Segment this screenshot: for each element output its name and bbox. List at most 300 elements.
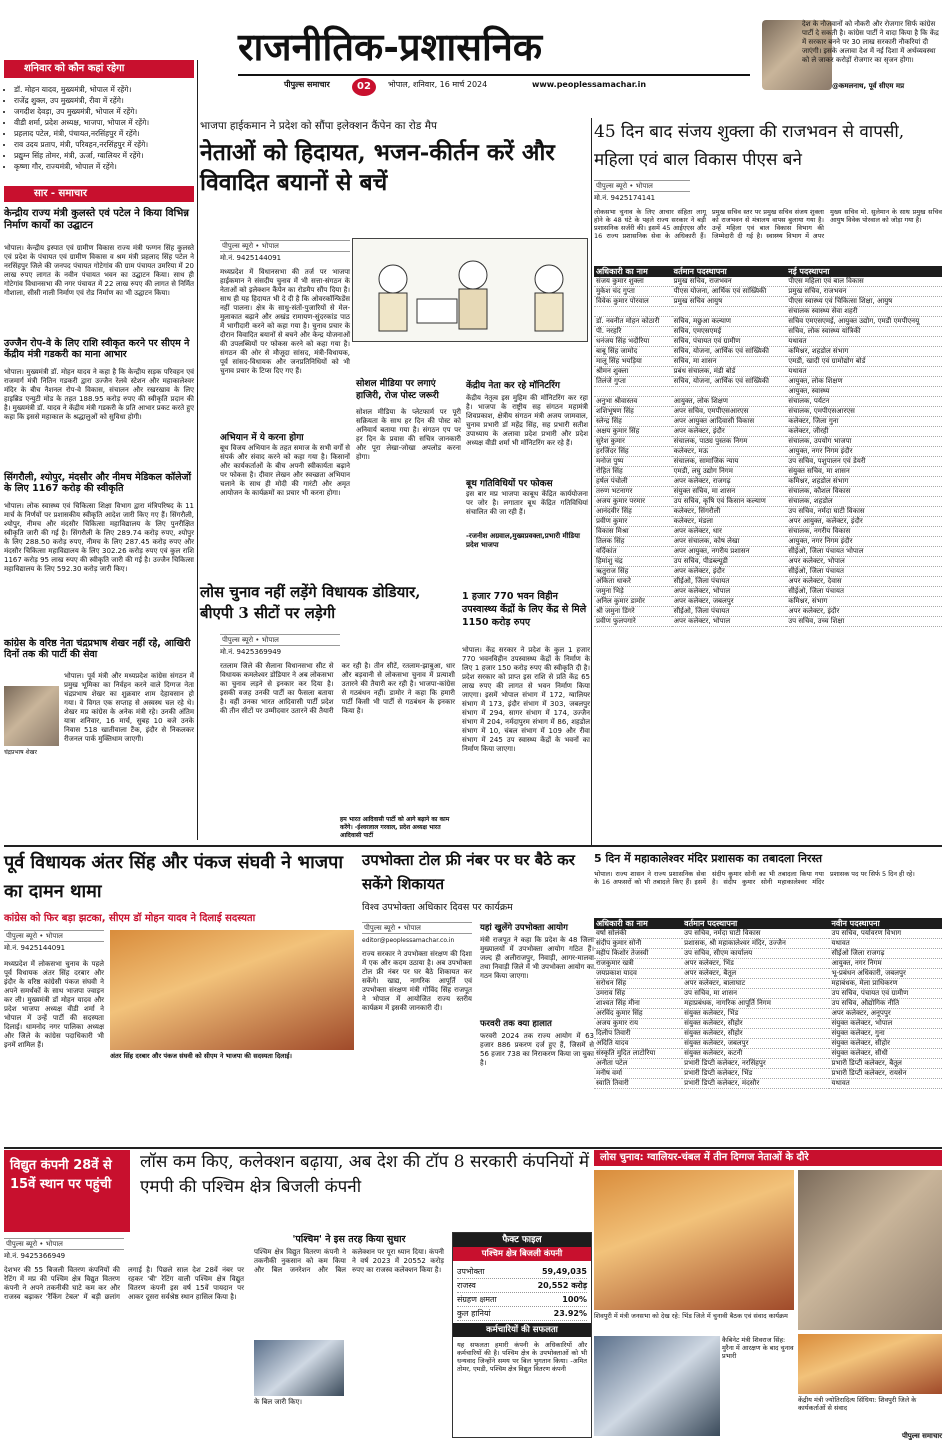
table-cell: संयुक्त कलेक्टर, भोपाल [829, 1019, 942, 1029]
table-cell: ऋतुराज सिंह [594, 567, 672, 577]
table-cell: भू-प्रबंधन अधिकारी, जबलपुर [829, 969, 942, 979]
table-row [594, 397, 942, 407]
table-cell: यथावत [786, 367, 942, 377]
power-sub-body: पश्चिम क्षेत्र विद्युत वितरण कंपनी ने तकनीकी नुकसान को कम किया और बिल जनरेशन और बिल कलेक्शन पर पूरा ध्यान दिया। कंपनी ने वर्ष 2023 में 20552 करोड़ रुपए का राजस्व कलेक्शन किया है। [254, 1248, 444, 1274]
table-cell: संयुक्त कलेक्टर, भिंड [682, 1009, 829, 1019]
table-cell: सीईओ, जिला पंचायत [786, 587, 942, 597]
fact-note: यह सफलता हमारी कंपनी के अधिकारियों और कर्मचारियों की है। पश्चिम क्षेत्र के उपभोक्ताओं को भी धन्यवाद जिन्होंने समय पर बिल भुगतान किया। -अमित तोमर, एमडी, पश्चिम क्षेत्र विद्युत वितरण कंपनी [457, 1341, 587, 1373]
lead-sub4: बूथ गतिविधियों पर फोकस [466, 479, 553, 489]
table-cell: अपर कलेक्टर, भोपाल [672, 587, 787, 597]
brief-body: भोपाल। लोक स्वास्थ्य एवं चिकित्सा शिक्षा विभाग द्वारा मंत्रिपरिषद के 11 मार्च के निर्णयों पर प्रशासकीय स्वीकृति आदेश जारी किए गए हैं। सिंगरौली, श्योपुर, नीमच और मंदसौर चिकित्सा महाविद्यालय के लिए पुनरीक्षित स्वीकृति जारी की गई है। सिंगरौली के लिए 289.74 करोड़ रुपए, श्योपुर के लिए 288.50 करोड़ रुपए, नीमच के लिए 287.45 करोड़ रुपए और मंदसौर चिकित्सा महाविद्यालय के लिए 302.26 करोड़ रुपए एवं कुल राशि 1167 करोड़ 95 लाख रुपए की स्वीकृति जारी की गई है। उज्जैन चिकित्सा महाविद्यालय के लिए 592.30 करोड़ जारी किए। [4, 502, 194, 573]
table-row [594, 317, 942, 327]
table-cell: आयुक्त, नगर निगम इंदौर [786, 537, 942, 547]
table-cell: महाबंधक, मेला प्राधिकरण [829, 979, 942, 989]
table-cell: अपर कलेक्टर, भोपाल [786, 557, 942, 567]
table-cell: अपर कलेक्टर, धार [672, 527, 787, 537]
brief-headline: कांग्रेस के वरिष्ठ नेता चंद्रप्रभाष शेखर नहीं रहे, आखिरी दिनों तक की पार्टी की सेवा [4, 638, 191, 660]
table-cell: सचिव, पंचायत एवं ग्रामीण [672, 337, 787, 347]
table-cell: धनंजय सिंह भदौरिया [594, 337, 672, 347]
page-footer: पीपुल्स समाचार [901, 1432, 942, 1440]
table-row [594, 387, 942, 397]
table-cell: उप सचिव, पीडब्ल्यूडी [672, 557, 787, 567]
table-cell: अपर कलेक्टर, बालाघाट [682, 979, 829, 989]
table-cell: राजकुमार खत्री [594, 959, 682, 969]
table-cell: जयप्रकाश यादव [594, 969, 682, 979]
anter-byline: पीपुल्स ब्यूरो • भोपाल [4, 930, 104, 942]
table-row [594, 959, 942, 969]
power-story [4, 1150, 592, 1442]
table-cell: संचालक, उपयोग भाजपा [786, 437, 942, 447]
table-cell: हर्षल पंचोली [594, 477, 672, 487]
table-row [594, 1029, 942, 1039]
toll-body: राज्य सरकार ने उपभोक्ता संरक्षण की दिशा में एक और कदम उठाया है। अब उपभोक्ता टोल फ्री नंबर पर घर बैठे शिकायत कर सकेंगे। खाद्य, नागरिक आपूर्ति एवं उपभोक्ता संरक्षण मंत्री गोविंद सिंह राजपूत ने भोपाल में आयोजित राज्य स्तरीय कार्यक्रम में इसकी जानकारी दी। [362, 950, 472, 1012]
lead-sub1-body: बूथ विजय अभियान के तहत समाज के सभी वर्गों से संपर्क और संवाद करने को कहा गया है। किसानों और कार्यकर्ताओं के बीच अपनी स्वीकार्यता बढ़ाने पर फोकस है। दीवार लेखन और स्वच्छता अभियान चलाने के साथ ही मोदी की गारंटी और अमृत आयोजन के कार्यक्रमों का प्रचार भी करना होगा। [220, 444, 350, 497]
table-cell: एमडी, लघु उद्योग निगम [672, 467, 787, 477]
table-cell: सचिव, योजना, आर्थिक एवं सांख्यिकी [672, 347, 787, 357]
lead-kicker: भाजपा हाईकमान ने प्रदेश को सौंपा इलेक्शन कैंपेन का रोड मैप [200, 120, 437, 132]
table-row [594, 969, 942, 979]
obituary-caption: चंद्रप्रभाष शेखर [4, 749, 37, 756]
sanjay-byline: पीपुल्स ब्यूरो • भोपाल [594, 180, 690, 192]
gwalior-caption-3: केंद्रीय मंत्री ज्योतिरादित्य सिंधिया: शिवपुरी जिले के कार्यकर्ताओं से संवाद [798, 1396, 917, 1412]
table-cell: प्रभारी डिप्टी कलेक्टर, नरसिंहपुर [682, 1059, 829, 1069]
table-cell: एमडी, खादी एवं ग्रामोद्योग बोर्ड [786, 357, 942, 367]
schedule-item: • जगदीश देवड़ा, उप मुख्यमंत्री, भोपाल में रहेंगे। [14, 106, 194, 117]
table-cell: सीईओ, जिला पंचायत [786, 567, 942, 577]
table-cell: मुकेश चंद गुप्ता [594, 287, 672, 297]
table-cell: अंकिता धाकरे [594, 577, 672, 587]
left-sidebar [4, 60, 194, 840]
table-row [594, 989, 942, 999]
dodiyar-body: रतलाम जिले की सैलाना विधानसभा सीट से विधायक कमलेश्वर डोडियार ने अब लोकसभा का चुनाव लड़ने से इनकार कर दिया है। इसकी वजह उनकी पार्टी का फैसला बताया है। वहीं उनका भारत आदिवासी पार्टी प्रदेश की तीन सीटों पर उम्मीदवार उतारने की तैयारी कर रही है। तीन सीटें, रतलाम-झाबुआ, धार और बड़वानी से लोकसभा चुनाव में प्रत्याशी उतारने की तैयारी कर रही है। भाजपा-कांग्रेस से गठबंधन नहीं। डामोर ने कहा कि हमारी पार्टी किसी भी पार्टी से गठबंधन के इनकार किया है। [220, 662, 455, 715]
table-cell: शशिभूषण सिंह [594, 407, 672, 417]
power-tower-photo [254, 1340, 344, 1396]
table-cell: उप सचिव, औद्योगिक नीति [829, 999, 942, 1009]
lead-story [200, 118, 588, 568]
masthead-rule [238, 74, 750, 76]
fact-value: 23.92% [553, 1309, 587, 1318]
table-cell: अनिल कुमार डामोर [594, 597, 672, 607]
table-row [594, 567, 942, 577]
table-cell: संजय कुमार शुक्ला [594, 277, 672, 287]
cartoon-illustration [353, 239, 589, 343]
table-cell: संचालक, शहडोल [786, 497, 942, 507]
table-row [594, 1069, 942, 1079]
health-center-body: भोपाल। केंद्र सरकार ने प्रदेश के कुल 1 हजार 770 भवनविहीन उपस्वास्थ्य केंद्रों के निर्माण के लिए 1 हजार 150 करोड़ रुपए की स्वीकृति दी है। प्रदेश सरकार को प्राप्त इस राशि से प्रति केंद्र 65 लाख रुपए की लागत से भवन निर्माण किया जाएगा। इसमें भोपाल संभाग में 172, ग्वालियर संभाग में 173, इंदौर संभाग में 303, जबलपुर संभाग में 294, सागर संभाग में 174, उज्जैन संभाग में 204, नर्मदापुरम संभाग में 86, शहडोल संभाग में 10, चंबल संभाग में 109 और रीवा संभाग में 245 उप स्वास्थ्य केंद्रों के भवनों का निर्माण किया जाएगा। [462, 646, 590, 753]
table-cell: अपर कलेक्टर, अनूपपुर [829, 1009, 942, 1019]
table-cell: सरोधन सिंह [594, 979, 682, 989]
table-cell: अरविंद कुमार सिंह [594, 1009, 682, 1019]
anter-phone: मो.नं. 9425144091 [4, 944, 66, 952]
table-cell: जमुना भिड़े [594, 587, 672, 597]
table-cell: विवेक कुमार पोरवाल [594, 297, 672, 307]
table-row [594, 939, 942, 949]
table-cell: संदीप कुमार सोनी [594, 939, 682, 949]
fact-key: कुल हानियां [457, 1309, 491, 1318]
power-body: देशभर की 55 बिजली वितरण कंपनियों की रेटिंग में मप्र की पश्चिम क्षेत्र विद्युत वितरण कंपनी ने अपने तकनीकी घाटे कम कर और राजस्व बढ़ाकर 'रैंकिंग टेबल' में बड़ी छलांग लगाई है। पिछले साल देश 28वें नंबर पर रहकर 'बी' रेटिंग वाली पश्चिम क्षेत्र विद्युत वितरण कंपनी इस वर्ष 15वें पायदान पर आकर दूसरा सर्वश्रेष्ठ स्थान हासिल किया है। [4, 1266, 244, 1301]
table-cell: सीईओ जिला राजगढ़ [829, 949, 942, 959]
toll-sub2: फरवरी तक क्या हालात [480, 1019, 552, 1029]
sanjay-phone: मो.नं. 9425174141 [594, 194, 656, 202]
fact-row [457, 1293, 587, 1307]
mahakal-transfer-table [594, 918, 942, 1089]
table-cell: सचिव, योजना, आर्थिक एवं सांख्यिकी [672, 377, 787, 387]
table-cell: प्रबंध संचालक, मंडी बोर्ड [672, 367, 787, 377]
table-row [594, 447, 942, 457]
table-row [594, 417, 942, 427]
table-cell: उप सचिव, कृषि एवं किसान कल्याण [672, 497, 787, 507]
table-cell: आयुक्त, नगर निगम इंदौर [786, 447, 942, 457]
table-cell: अपर कलेक्टर, बैतूल [682, 969, 829, 979]
fact-title: फैक्ट फाइल [453, 1233, 591, 1247]
table-row [594, 1059, 942, 1069]
table-row [594, 497, 942, 507]
table-row [594, 377, 942, 387]
table-cell: मनीष वर्मा [594, 1069, 682, 1079]
table-cell: विकास मिश्रा [594, 527, 672, 537]
website: www.peoplessamachar.in [532, 80, 647, 89]
table-cell: अनीता पटेल [594, 1059, 682, 1069]
table-cell: यथावत [829, 939, 942, 949]
table-cell: प्रमुख सचिव, राजभवन [786, 287, 942, 297]
table-cell: स्लेन्द्र सिंह [594, 417, 672, 427]
mahakal-story [594, 850, 942, 1144]
schedule-item: • प्रहलाद पटेल, मंत्री, पंचायत,नरसिंहपुर में रहेंगे। [14, 128, 194, 139]
table-cell: संयुक्त सचिव, मा शासन [672, 487, 787, 497]
table-cell: अपर कलेक्टर, इंदौर [672, 567, 787, 577]
table-header-row [594, 266, 942, 277]
section-title: राजनीतिक-प्रशासनिक [238, 24, 543, 69]
table-cell: श्री जमुना डिंगरे [594, 607, 672, 617]
table-row [594, 597, 942, 607]
power-sub: 'पश्चिम' ने इस तरह किया सुधार [292, 1234, 406, 1245]
schedule-item: • राव उदय प्रताप, मंत्री, परिवहन,नरसिंहपुर में रहेंगे। [14, 139, 194, 150]
table-cell: कलेक्टर, मंडला [672, 517, 787, 527]
column-rule [591, 118, 592, 846]
table-row [594, 1049, 942, 1059]
table-row [594, 929, 942, 939]
table-cell: उप सचिव, पंचायत एवं ग्रामीण [829, 989, 942, 999]
table-cell: सचिव, मछुआ कल्याण [672, 317, 787, 327]
anter-photo [110, 930, 354, 1050]
table-cell: आनंदवीर सिंह [594, 507, 672, 517]
fact-row [457, 1265, 587, 1279]
table-cell: अपर संचालक, कोष लेखा [672, 537, 787, 547]
sanjay-intro: लोकसभा चुनाव के लिए आचार संहिता लागू होने के 48 घंटे के पहले राज्य सरकार ने बड़ी प्रशासनिक सर्जरी की। इसमें 45 आईएएस और 16 राज्य प्रशासनिक सेवा के अधिकारी हैं। प्रमुख सचिव स्तर पर प्रमुख सचिव संजय शुक्ला को राजभवन से मंत्रालय वापस बुलाया गया है। उन्हें महिला एवं बाल विकास विभाग की जिम्मेदारी दी गई है। स्वास्थ्य विभाग में अपर मुख्य सचिव मो. सुलेमान के साथ प्रमुख सचिव आयुष विवेक पोरवाल को जोड़ा गया है। [594, 208, 942, 240]
table-cell: संयुक्त सचिव, मा शासन [786, 467, 942, 477]
table-cell: संचालक स्वास्थ्य सेवा शहरी [786, 307, 942, 317]
table-cell: पीएस योजना, आर्थिक एवं सांख्यिकी [672, 287, 787, 297]
table-header: नई पदस्थापना [786, 266, 942, 277]
table-cell: उप सचिव, पशुपालन एवं डेयरी [786, 457, 942, 467]
toll-sub: यहां खुलेंगे उपभोक्ता आयोग [480, 923, 568, 933]
table-cell: सुरेश कुमार [594, 437, 672, 447]
anter-headline: पूर्व विधायक अंतर सिंह और पंकज संघवी ने भाजपा का दामन थामा [4, 852, 343, 902]
table-header: वर्तमान पदस्थापना [682, 918, 829, 929]
anter-story [4, 848, 354, 1150]
fact-value: 20,552 करोड़ [537, 1281, 587, 1290]
dodiyar-headline: लोस चुनाव नहीं लड़ेंगे विधायक डोडियार, बीएपी 3 सीटों पर लड़ेगी [200, 583, 421, 622]
table-row [594, 457, 942, 467]
brief-body: भोपाल। पूर्व मंत्री और मध्यप्रदेश कांग्रेस संगठन में प्रमुख भूमिका का निर्वहन करने वाले दिग्गज नेता चंद्रप्रभाष शेखर का शुक्रवार शाम देहावसान हो गया। वे विगत एक सप्ताह से अस्वस्थ चल रहे थे। शेखर मप्र कांग्रेस के अनेक मंत्री रहे। उनकी अंतिम यात्रा शनिवार, 16 मार्च, सुबह 10 बजे उनके निवास 518 खातीवाला टैंक, इंदौर से निकलकर रीजनल पार्क मुक्तिधाम जाएगी। [64, 672, 194, 743]
table-row [594, 407, 942, 417]
table-cell: अपर कलेक्टर, इंदौर [672, 427, 787, 437]
table-cell: संस्कृति मुदित लाटोरिया [594, 1049, 682, 1059]
table-cell: हिमांशु चंद्र [594, 557, 672, 567]
table-cell: डॉ. नवनीत मोहन कोठारी [594, 317, 672, 327]
table-cell: अपर कलेक्टर, भोपाल [672, 617, 787, 627]
table-cell: संयुक्त कलेक्टर, गुना [829, 1029, 942, 1039]
lead-headline: नेताओं को हिदायत, भजन-कीर्तन करें और विवादित बयानों से बचें [200, 139, 555, 196]
dodiyar-story [200, 582, 455, 839]
table-cell [594, 307, 672, 317]
table-cell: कलेक्टर, मऊ [672, 447, 787, 457]
schedule-title: शनिवार को कौन कहां रहेगा [4, 60, 194, 78]
fact-key: संग्रहण क्षमता [457, 1295, 497, 1304]
table-row [594, 427, 942, 437]
table-cell: प्रभारी डिप्टी कलेक्टर, मंदसौर [682, 1079, 829, 1089]
table-header: अधिकारी का नाम [594, 266, 672, 277]
table-cell: संचालक, पाठ्य पुस्तक निगम [672, 437, 787, 447]
table-cell: कलेक्टर, जीरही [786, 427, 942, 437]
table-cell: प्रमुख सचिव, राजभवन [672, 277, 787, 287]
toll-sub-body: मंत्री राजपूत ने कहा कि प्रदेश के 48 जिला मुख्यालयों में उपभोक्ता आयोग गठित हैं। जल्द ही अलीराजपुर, निवाड़ी, आगर-मालवा तथा निवाड़ी जिले में भी उपभोक्ता आयोग का गठन किया जाएगा। [480, 936, 594, 980]
dateline: भोपाल, शनिवार, 16 मार्च 2024 [388, 80, 488, 89]
table-cell: अपर कलेक्टर, देवास [786, 577, 942, 587]
table-row [594, 287, 942, 297]
table-cell: अपर कलेक्टर, जबलपुर [672, 597, 787, 607]
table-cell: कलेक्टर, जिला गुना [786, 417, 942, 427]
fact-value: 100% [562, 1295, 587, 1304]
table-cell: रोहित सिंह [594, 467, 672, 477]
toll-headline: उपभोक्ता टोल फ्री नंबर पर घर बैठे कर सकेंगे शिकायत [362, 851, 575, 893]
table-cell: संयुक्त कलेक्टर, सीहोर [682, 1029, 829, 1039]
table-cell: मनोज पुष्प [594, 457, 672, 467]
table-row [594, 949, 942, 959]
gwalior-caption-1: शिवपुरी में मंत्री जनसभा को देख रहे: भिंड जिले में चुनावी बैठक एवं संवाद कार्यक्रम [594, 1312, 788, 1320]
gwalior-photo-3 [594, 1336, 720, 1436]
column-rule [197, 60, 198, 840]
toll-email: editor@peoplessamachar.co.in [362, 937, 455, 944]
fact-value: 59,49,035 [541, 1267, 587, 1276]
paper-name: पीपुल्स समाचार [284, 80, 330, 89]
quote-text: देश के नौजवानों को नौकरी और रोजगार सिर्फ कांग्रेस पार्टी दे सकती है। कांग्रेस पार्टी ने वादा किया है कि केंद्र में सरकार बनने पर 30 लाख सरकारी नौकरियां दी जाएंगी। इसके अलावा देश में नई दिशा में अर्थव्यवस्था को ले जाकर करोड़ों रोजगार का सृजन होगा। [802, 20, 939, 64]
schedule-item: • डॉ. मोहन यादव, मुख्यमंत्री, भोपाल में रहेंगे। [14, 84, 194, 95]
lead-sub1: अभियान में ये करना होगा [220, 433, 304, 443]
table-cell: अपर आयुक्त, कलेक्टर, इंदौर [786, 517, 942, 527]
fact-key: उपभोक्ता [457, 1267, 485, 1276]
fact-subtitle: पश्चिम क्षेत्र बिजली कंपनी [453, 1247, 591, 1261]
health-center-story [462, 590, 590, 840]
power-photo-caption: के बिल जारी किए। [254, 1398, 303, 1406]
table-cell: बाबू सिंह जामोद [594, 347, 672, 357]
page-number: 02 [352, 78, 376, 96]
anter-photo-caption: अंतर सिंह दरबार और पंकज संघवी को सीएम ने भाजपा की सदस्यता दिलाई। [110, 1052, 292, 1060]
table-row [594, 337, 942, 347]
schedule-item: • राजेंद्र शुक्ल, उप मुख्यमंत्री, रीवा में रहेंगे। [14, 95, 194, 106]
table-row [594, 367, 942, 377]
table-cell: अक्षय कुमार सिंह [594, 427, 672, 437]
table-cell: संयुक्त कलेक्टर, सीधी [829, 1049, 942, 1059]
fact-key: राजस्व [457, 1281, 476, 1290]
gwalior-photo-1 [594, 1170, 794, 1310]
table-cell: अपर सचिव, एमपीएसआरएस [672, 407, 787, 417]
brief-headline: उज्जैन रोप-वे के लिए राशि स्वीकृत करने पर सीएम ने केंद्रीय मंत्री गडकरी का माना आभार [4, 338, 190, 360]
table-cell: कलेक्टर, सिंगरौली [672, 507, 787, 517]
table-cell: तिलंजे गुप्ता [594, 377, 672, 387]
table-header: नवीन पदस्थापना [829, 918, 942, 929]
table-cell: कमिश्नर, संभाग [786, 597, 942, 607]
table-cell: अपर आयुक्त आदिवासी विकास [672, 417, 787, 427]
lead-sub3-body: केंद्रीय नेतृत्व इस मुहिम की मॉनिटरिंग कर रहा है। भाजपा के राष्ट्रीय सह संगठन महामंत्री शिवप्रकाश, क्षेत्रीय संगठन मंत्री अजय जामवाल, चुनाव प्रभारी डॉ महेंद्र सिंह, सह प्रभारी सतीश उपाध्याय के अलावा प्रदेश प्रभारी और प्रदेश अध्यक्ष वीडी शर्मा भी मॉनिटरिंग कर रहे हैं। [466, 394, 588, 447]
table-cell: उप सचिव, मा शासन [682, 989, 829, 999]
table-cell: कमिश्नर, शहडोल संभाग [786, 477, 942, 487]
table-row [594, 477, 942, 487]
table-cell: हरजिंदर सिंह [594, 447, 672, 457]
table-row [594, 277, 942, 287]
table-cell: वर्षा सोलंकी [594, 929, 682, 939]
table-cell: शाश्वत सिंह मीना [594, 999, 682, 1009]
table-cell: यथावत [829, 1079, 942, 1089]
table-row [594, 547, 942, 557]
gwalior-caption-2: कैबिनेट मंत्री शिवराज सिंह: मुरैना में आरक्षण के बाद चुनाव प्रभारी [722, 1336, 794, 1360]
table-cell: स्वाति तिवारी [594, 1079, 682, 1089]
table-row [594, 979, 942, 989]
lead-body: मध्यप्रदेश में विधानसभा की तर्ज पर भाजपा हाईकमान ने संसदीय चुनाव में भी सत्ता-संगठन के नेताओं को इलेक्शन कैंपेन का रोडमैप सौंप दिया है। साथ ही यह हिदायत भी दे दी है कि ओवरकॉन्फिडेंस नहीं पालना। क्षेत्र के साधु-संतों-पुजारियों से मेल-मुलाकात बढ़ाने और अखंड रामायण-सुंदरकांड पाठ में भागीदारी करने को कहा गया है। चुनाव प्रचार के दौरान विवादित बयानों से बचने और केन्द्र योजनाओं की उपलब्धियों पर फोकस करने को कहा गया है। संगठन की ओर से मौजूदा सांसद, मंत्री-विधायक, पूर्व सांसद-विधायक और जनप्रतिनिधियों को भी चुनाव प्रचार के टिप्स दिए गए हैं। [220, 268, 350, 375]
power-byline: पीपुल्स ब्यूरो • भोपाल [4, 1238, 124, 1250]
table-cell: प्रवीण कुमार [594, 517, 672, 527]
anter-body: मध्यप्रदेश में लोकसभा चुनाव के पहले पूर्व विधायक अंतर सिंह दरबार और इंदौर के वरिष्ठ कांग्रेसी पंकज संघवी ने अपने समर्थकों के साथ भाजपा ज्वाइन कर ली। मुख्यमंत्री डॉ मोहन यादव और प्रदेश भाजपा अध्यक्ष वीडी शर्मा ने भोपाल में उन्हें पार्टी की सदस्यता दिलाई। धामनोद नगर पालिका अध्यक्ष और जिले के कांग्रेस पदाधिकारी भी इनमें शामिल हैं। [4, 960, 104, 1049]
table-cell: प्रमुख सचिव आयुष [672, 297, 787, 307]
section-rule [4, 845, 942, 847]
table-row [594, 557, 942, 567]
table-row [594, 1039, 942, 1049]
gwalior-story [594, 1150, 942, 1442]
dodiyar-byline: पीपुल्स ब्यूरो • भोपाल [220, 634, 340, 646]
table-cell: सचिव, एमएसएमई [672, 327, 787, 337]
table-cell: अपर कलेक्टर, भिंड [682, 959, 829, 969]
table-cell: मालू सिंह भयड़िया [594, 357, 672, 367]
brief-headline: सिंगरौली, श्योपुर, मंदसौर और नीमच मेडिकल कॉलेजों के लिए 1167 करोड़ की स्वीकृति [4, 472, 192, 494]
table-row [594, 617, 942, 627]
table-cell: संचालक, पर्यटन [786, 397, 942, 407]
schedule-item: • प्रद्युम्न सिंह तोमर, मंत्री, ऊर्जा, ग्वालियर में रहेंगे। [14, 150, 194, 161]
gwalior-headline: लोस चुनाव: ग्वालियर-चंबल में तीन दिग्गज नेताओं के दौरे [594, 1150, 942, 1166]
table-cell: अनुभा श्रीवास्तव [594, 397, 672, 407]
gwalior-photo-2 [798, 1170, 942, 1330]
schedule-item: • कृष्णा गौर, राज्यमंत्री, भोपाल में रहेंगे। [14, 161, 194, 172]
lead-cartoon [352, 238, 588, 342]
table-row [594, 517, 942, 527]
table-cell: पी. नरहरि [594, 327, 672, 337]
table-cell: सीईओ, जिला पंचायत [672, 607, 787, 617]
mahakal-body: भोपाल। राज्य शासन ने राज्य प्रशासनिक सेवा के 16 अफसरों को भी तबादले किए हैं। इसमें संदीप कुमार सोनी का भी तबादला किया गया है। संदीप कुमार सोनी महाकालेश्वर मंदिर प्रशासक पद पर सिर्फ 5 दिन ही रहे। [594, 870, 915, 886]
table-cell: महीप किशोर तेजस्वी [594, 949, 682, 959]
table-cell: सचिव एमएसएमई, आयुक्त उद्योग, एमडी एमपीएनयू [786, 317, 942, 327]
table-cell: उमराव सिंह [594, 989, 682, 999]
table-row [594, 607, 942, 617]
table-row [594, 587, 942, 597]
sanjay-story [594, 118, 942, 846]
table-cell: यथावत [786, 337, 942, 347]
fact-rows [457, 1265, 587, 1321]
table-cell: उप सचिव, उच्च शिक्षा [786, 617, 942, 627]
sanjay-headline: 45 दिन बाद संजय शुक्ला की राजभवन से वापसी, महिला एवं बाल विकास पीएस बने [594, 122, 905, 170]
table-row [594, 487, 942, 497]
table-cell: उप सचिव, नर्मदा घाटी विकास [786, 507, 942, 517]
table-header-row [594, 918, 942, 929]
table-row [594, 577, 942, 587]
table-cell: सचिव, मा शासन [672, 357, 787, 367]
table-cell: पीएस स्वास्थ्य एवं चिकित्सा शिक्षा, आयुष [786, 297, 942, 307]
table-cell: अजय कुमार परमार [594, 497, 672, 507]
table-row [594, 307, 942, 317]
lead-phone: मो.नं. 9425144091 [220, 254, 282, 262]
power-box: विद्युत कंपनी 28वें से 15वें स्थान पर पहुंची [4, 1150, 130, 1232]
toll-kicker: विश्व उपभोक्ता अधिकार दिवस पर कार्यक्रम [362, 902, 513, 913]
table-cell: संयुक्त कलेक्टर, सीहोर [682, 1019, 829, 1029]
table-cell: आयुक्त, लोक शिक्षण [672, 397, 787, 407]
toll-byline: पीपुल्स ब्यूरो • भोपाल [362, 922, 472, 934]
lead-byline: पीपुल्स ब्यूरो • भोपाल [220, 240, 350, 252]
brief-headline: केन्द्रीय राज्य मंत्री कुलस्ते एवं पटेल ने किया विभिन्न निर्माण कार्यों का उद्घाटन [4, 208, 189, 231]
brief-body: भोपाल। केन्द्रीय इस्पात एवं ग्रामीण विकास राज्य मंत्री फग्गन सिंह कुलस्ते एवं प्रदेश के पंचायत एवं ग्रामीण विकास व श्रम मंत्री प्रहलाद सिंह पटेल ने नरसिंहपुर जिले की जनपद पंचायत गोटेगांव की ग्राम पंचायत उमरिया में 20 लाख रुपए लागत के नवीन पंचायत भवन का उद्घाटन किया। साथ ही गोटेगांव विधानसभा की नगर पंचायत में 22 लाख रुपए की लागत से निर्मित गौशाला, सीसी नाली निर्माण एवं रोड निर्माण का भी उद्घाटन किया। [4, 244, 194, 297]
table-cell: संयुक्त कलेक्टर, जबलपुर [682, 1039, 829, 1049]
table-row [594, 1079, 942, 1089]
table-cell: उप सचिव, पर्यावरण विभाग [829, 929, 942, 939]
table-cell [672, 307, 787, 317]
power-headline: लॉस कम किए, कलेक्शन बढ़ाया, अब देश की टॉप 8 सरकारी कंपनियों में एमपी की पश्चिम क्षेत्र बिजली कंपनी [140, 1152, 590, 1197]
schedule-list [4, 84, 194, 184]
table-row [594, 347, 942, 357]
mahakal-headline: 5 दिन में महाकालेश्वर मंदिर प्रशासक का तबादला निरस्त [594, 852, 823, 865]
table-cell: पीएस महिला एवं बाल विकास [786, 277, 942, 287]
table-cell [594, 387, 672, 397]
table-cell: दिलीप तिवारी [594, 1029, 682, 1039]
lead-sub2: सोशल मीडिया पर लगाएं हाजिरी, रोज पोस्ट जरूरी [356, 379, 439, 401]
table-cell: आयुक्त, नगर निगम [829, 959, 942, 969]
health-center-headline: 1 हजार 770 भवन विहीन उपस्वास्थ्य केंद्रों के लिए केंद्र से मिले 1150 करोड़ रुपए [462, 591, 587, 628]
fact-row [457, 1279, 587, 1293]
table-cell: अपर कलेक्टर, इंदौर [786, 607, 942, 617]
brief-body: भोपाल। मुख्यमंत्री डॉ. मोहन यादव ने कहा है कि केन्द्रीय सड़क परिवहन एवं राजमार्ग मंत्री नितिन गडकरी द्वारा उज्जैन रेलवे स्टेशन और महाकालेश्वर मंदिर के बीच नैशनल रोप-वे विकास, संचालन और रखरखाव के लिए हाइब्रिड एन्युटी मोड के तहत 188.95 करोड़ रुपए की स्वीकृति प्रदान की है। मुख्यमंत्री डॉ. यादव ने केंद्रीय मंत्री गडकरी के प्रति आभार प्रकट करते हुए कहा कि इससे महाकाल के श्रद्धालुओं को सुविधा होगी। [4, 368, 194, 421]
quote-box [762, 20, 942, 100]
power-phone: मो.नं. 9425366949 [4, 1252, 66, 1260]
fact-row [457, 1307, 587, 1321]
table-row [594, 327, 942, 337]
section-rule [4, 1147, 942, 1149]
table-row [594, 437, 942, 447]
table-cell: संयुक्त कलेक्टर, सीहोर [829, 1039, 942, 1049]
table-cell: उप सचिव, सीएम कार्यालय [682, 949, 829, 959]
sanjay-transfer-table [594, 266, 942, 627]
table-cell: आयुक्त, स्वास्थ्य [786, 387, 942, 397]
table-row [594, 357, 942, 367]
table-header: वर्तमान पदस्थापना [672, 266, 787, 277]
table-cell: महाप्रबंधक, नागरिक आपूर्ति निगम [682, 999, 829, 1009]
table-row [594, 1009, 942, 1019]
table-cell: संचालक, एमपीएसआरएस [786, 407, 942, 417]
anter-kicker: कांग्रेस को फिर बड़ा झटका, सीएम डॉ मोहन यादव ने दिलाई सदस्यता [4, 913, 256, 924]
dodiyar-quote: हम भारत आदिवासी पार्टी को आगे बढ़ाने का काम करेंगे। -ईश्वरलाल गरवाल, प्रदेश अध्यक्ष भारत आदिवासी पार्टी [340, 816, 450, 839]
table-row [594, 297, 942, 307]
table-cell: श्रीमन शुक्ला [594, 367, 672, 377]
table-cell: अपर आयुक्त, नगरीय प्रशासन [672, 547, 787, 557]
table-cell [672, 387, 787, 397]
table-row [594, 467, 942, 477]
table-row [594, 527, 942, 537]
lead-sub2-body: सोशल मीडिया के प्लेटफार्म पर पूरी सक्रियता के साथ हर दिन की पोस्ट को अनिवार्य बताया गया है। संगठन एप पर हर दिन के प्रवास की सचित्र जानकारी और पूरा लेखा-जोखा अपलोड करना होगा। [356, 408, 461, 461]
